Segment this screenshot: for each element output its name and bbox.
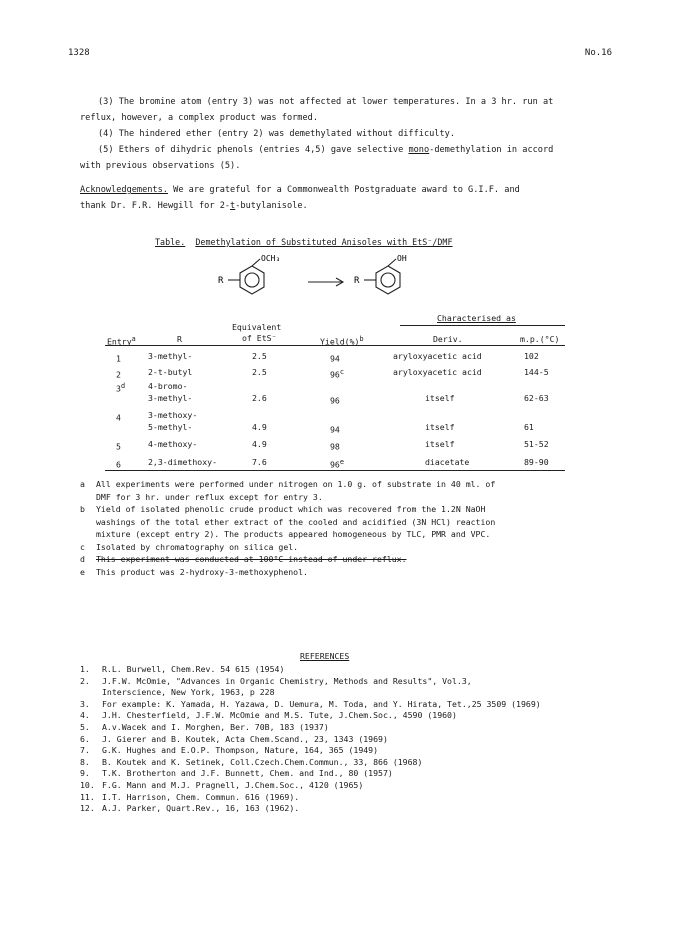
group-header: Characterised as (437, 313, 516, 323)
cell-r: 3-methoxy- (148, 410, 198, 420)
cell-yield: 94 (330, 424, 340, 435)
cell-r: 3-methyl- (148, 351, 193, 361)
page-number: 1328 (68, 48, 90, 58)
acknowledgements-heading: Acknowledgements. (80, 185, 168, 195)
col-equiv: Equivalent of EtS⁻ (232, 322, 282, 343)
notes-block (80, 94, 610, 174)
col-deriv: Deriv. (433, 334, 463, 344)
reference-item: 5. A.v.Wacek and I. Morghen, Ber. 70B, 183 (1937) (80, 721, 329, 732)
cell-mp: 89-90 (524, 457, 549, 467)
note-3-line-2: reflux, however, a complex product was formed. (80, 113, 318, 123)
reference-item: 7. G.K. Hughes and E.O.P. Thompson, Nature, 164, 365 (1949) (80, 745, 379, 756)
cell-r: 4-methoxy- (148, 439, 198, 449)
cell-yield: 98 (330, 441, 340, 452)
reference-item: 10. F.G. Mann and M.J. Pragnell, J.Chem.Soc., 4120 (1965) (80, 779, 364, 790)
cell-r: 2,3-dimethoxy- (148, 457, 218, 467)
header-rule (105, 345, 565, 346)
cell-mp: 102 (524, 351, 539, 361)
cell-r-line2: 5-methyl- (148, 422, 193, 432)
cell-deriv: itself (425, 393, 455, 403)
cell-entry: 1 (116, 353, 121, 364)
cell-entry: 5 (116, 441, 121, 452)
acknowledgements-line-2: thank Dr. F.R. Hewgill for 2-t-butylanisole. (80, 201, 308, 211)
reference-item: 3. For example: K. Yamada, H. Yazawa, D. Uemura, M. Toda, and Y. Hirata, Tet.,25 3509 (1969) (80, 698, 541, 709)
note-5-line-2: with previous observations (5). (80, 161, 241, 171)
reference-item: 11. I.T. Harrison, Chem. Commun. 616 (1969). (80, 791, 300, 802)
footnote-b-line: washings of the total ether extract of the cooled and acidified (3N HCl) reaction (96, 516, 496, 527)
cell-r: 2-t-butyl (148, 367, 193, 377)
cell-mp: 61 (524, 422, 534, 432)
cell-yield: 94 (330, 353, 340, 364)
cell-mp: 144-5 (524, 367, 549, 377)
reference-item-cont: Interscience, New York, 1963, p 228 (102, 687, 275, 698)
reference-item: 9. T.K. Brotherton and J.F. Bunnett, Chem. and Ind., 80 (1957) (80, 768, 393, 779)
cell-equiv: 4.9 (252, 439, 267, 449)
note-5-line-1: (5) Ethers of dihydric phenols (entries 4,5) gave selective mono-demethylation in accord (98, 145, 554, 155)
scheme-r-right: R (354, 276, 360, 286)
footnote-a-line: DMF for 3 hr. under reflux except for entry 3. (96, 491, 323, 502)
footnote-b-line: b Yield of isolated phenolic crude product which was recovered from the 1.2N NaOH (80, 504, 486, 514)
references-heading: REFERENCES (300, 651, 350, 661)
footnote-e-line: e This product was 2-hydroxy-3-methoxyphenol. (80, 566, 308, 577)
col-mp: m.p.(°C) (520, 334, 560, 344)
footnote-c-line: c Isolated by chromatography on silica gel. (80, 541, 299, 552)
cell-deriv: aryloxyacetic acid (393, 351, 482, 361)
table-bottom-rule (105, 470, 565, 471)
cell-equiv: 2.5 (252, 351, 267, 361)
reference-item: 6. J. Gierer and B. Koutek, Acta Chem.Scand., 23, 1343 (1969) (80, 733, 388, 744)
acknowledgements: Acknowledgements. We are grateful for a Commonwealth Postgraduate award to G.I.F. and thank Dr. F.R. Hewgill for 2-t-butylanisole. (80, 182, 610, 214)
cell-entry: 4 (116, 412, 121, 423)
table-label: Table. (155, 237, 186, 247)
footnotes (80, 478, 495, 578)
reference-item: 8. B. Koutek and K. Setinek, Coll.Czech.Chem.Commun., 33, 866 (1968) (80, 756, 423, 767)
col-r: R (177, 334, 182, 344)
scheme-och3: OCH₃ (261, 254, 281, 263)
col-entry: Entry$^a$ (107, 335, 136, 347)
cell-deriv: aryloxyacetic acid (393, 367, 482, 377)
footnote-b-line: mixture (except entry 2). The products appeared homogeneous by TLC, PMR and VPC. (96, 529, 491, 539)
benzene-ring-right (376, 266, 400, 294)
cell-equiv: 4.9 (252, 422, 267, 432)
note-4: (4) The hindered ether (entry 2) was demethylated without difficulty. (98, 129, 455, 139)
issue-number: No.16 (584, 48, 612, 58)
cell-entry: 3$^d$ (116, 382, 126, 394)
cell-entry: 2 (116, 369, 121, 380)
cell-yield: 96$^c$ (330, 368, 344, 380)
reference-item: 12. A.J. Parker, Quart.Rev., 16, 163 (1962). (80, 803, 300, 814)
cell-mp: 51-52 (524, 439, 549, 449)
benzene-ring-left (240, 266, 264, 294)
reaction-scheme (200, 252, 460, 314)
reference-item: 4. J.H. Chesterfield, J.F.W. McOmie and M.S. Tute, J.Chem.Soc., 4590 (1960) (80, 710, 457, 721)
cell-deriv: itself (425, 422, 455, 432)
col-yield: Yield(%)$^b$ (320, 335, 364, 347)
cell-r-line2: 3-methyl- (148, 393, 193, 403)
references-list (80, 664, 541, 815)
scheme-r-left: R (218, 276, 224, 286)
table-title: Demethylation of Substituted Anisoles with EtS⁻/DMF (195, 237, 453, 247)
note-3-line-1: (3) The bromine atom (entry 3) was not affected at lower temperatures. In a 3 hr. run at (98, 97, 554, 107)
group-header-rule (400, 325, 565, 326)
footnote-a-line: a All experiments were performed under nitrogen on 1.0 g. of substrate in 40 ml. of (80, 479, 496, 489)
cell-equiv: 2.6 (252, 393, 267, 403)
cell-r: 4-bromo- (148, 381, 188, 391)
cell-entry: 6 (116, 459, 121, 470)
cell-yield: 96e (330, 458, 344, 470)
reference-item: 1. R.L. Burwell, Chem.Rev. 54 615 (1954) (80, 664, 285, 674)
cell-deriv: diacetate (425, 457, 470, 467)
scheme-oh: OH (397, 254, 407, 263)
cell-equiv: 7.6 (252, 457, 267, 467)
cell-deriv: itself (425, 439, 455, 449)
cell-mp: 62-63 (524, 393, 549, 403)
cell-equiv: 2.5 (252, 367, 267, 377)
table-caption (155, 237, 453, 247)
footnote-d-line: d This experiment was conducted at 100°C instead of under reflux. (80, 554, 407, 564)
reference-item: 2. J.F.W. McOmie, "Advances in Organic Chemistry, Methods and Results", Vol.3, (80, 675, 472, 686)
cell-yield: 96 (330, 395, 340, 406)
